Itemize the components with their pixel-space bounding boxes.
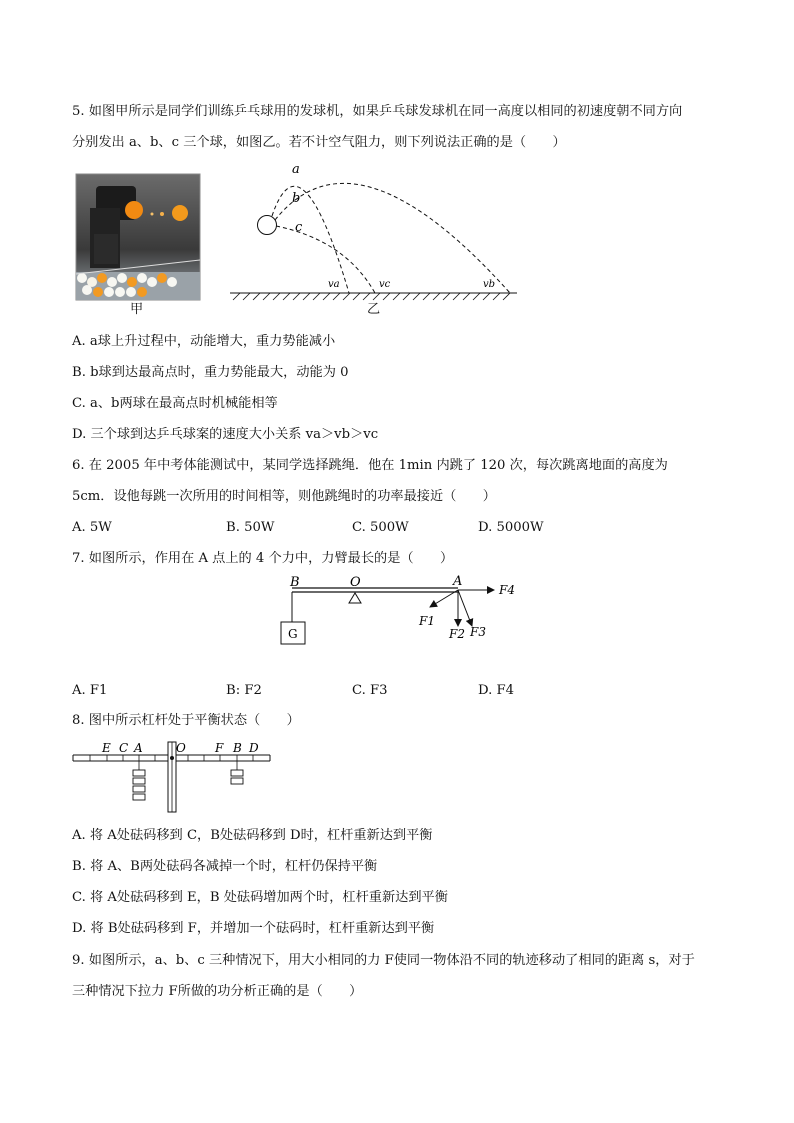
q9-stem-line1: 9. 如图所示，a、b、c 三种情况下，用大小相同的力 F使同一物体沿不同的轨迹移动了相同的距离 s，对于 bbox=[72, 953, 695, 968]
weight-a-2 bbox=[133, 778, 145, 784]
caption-jia: 甲 bbox=[130, 302, 144, 317]
q5-stem-line1: 5. 如图甲所示是同学们训练乒乓球用的发球机，如果乒乓球发球机在同一高度以相同的初速度朝不同方向 bbox=[72, 104, 683, 119]
q6-stem-line1: 6. 在 2005 年中考体能测试中，某同学选择跳绳．他在 1min 内跳了 120 次，每次跳离地面的高度为 bbox=[72, 458, 668, 473]
q6-option-b: B. 50W bbox=[226, 520, 275, 535]
weight-b-1 bbox=[231, 770, 243, 776]
label-c: C bbox=[119, 741, 129, 755]
caption-yi: 乙 bbox=[367, 302, 381, 317]
label-f3: F3 bbox=[470, 625, 486, 639]
label-vc: vc bbox=[379, 279, 391, 290]
q8-stem: 8. 图中所示杠杆处于平衡状态（ ） bbox=[72, 713, 300, 728]
label-g: G bbox=[288, 627, 298, 641]
label-a: A bbox=[453, 574, 463, 589]
label-e: E bbox=[102, 741, 111, 755]
q7-option-b: B: F2 bbox=[226, 683, 262, 698]
label-f1: F1 bbox=[419, 614, 435, 628]
q6-option-a: A. 5W bbox=[72, 520, 112, 535]
label-va: va bbox=[328, 279, 340, 290]
q5-stem-line2: 分别发出 a、b、c 三个球，如图乙。若不计空气阻力，则下列说法正确的是（ ） bbox=[72, 135, 566, 150]
label-vb: vb bbox=[483, 279, 496, 290]
q7-option-d: D. F4 bbox=[478, 683, 515, 698]
label-f4: F4 bbox=[499, 583, 515, 597]
q5-option-b: B. b球到达最高点时，重力势能最大，动能为 0 bbox=[72, 365, 349, 380]
q7-option-c: C. F3 bbox=[352, 683, 388, 698]
label-f2: F2 bbox=[449, 627, 465, 641]
q6-stem-line2: 5cm．设他每跳一次所用的时间相等，则他跳绳时的功率最接近（ ） bbox=[72, 489, 496, 504]
label-c: c bbox=[295, 220, 303, 235]
q7-stem: 7. 如图所示，作用在 A 点上的 4 个力中，力臂最长的是（ ） bbox=[72, 551, 454, 566]
label-b: B bbox=[290, 575, 300, 590]
weight-a-4 bbox=[133, 794, 145, 800]
label-d: D bbox=[249, 741, 259, 755]
label-b: B bbox=[233, 741, 242, 755]
label-o: O bbox=[176, 741, 186, 755]
weight-a-3 bbox=[133, 786, 145, 792]
fulcrum-triangle bbox=[349, 593, 361, 603]
q8-option-b: B. 将 A、B两处砝码各减掉一个时，杠杆仍保持平衡 bbox=[72, 859, 378, 874]
q5-option-c: C. a、b两球在最高点时机械能相等 bbox=[72, 396, 278, 411]
q6-option-c: C. 500W bbox=[352, 520, 409, 535]
label-b: b bbox=[292, 191, 301, 206]
q8-option-a: A. 将 A处砝码移到 C，B处砝码移到 D时，杠杆重新达到平衡 bbox=[72, 828, 433, 843]
trajectory-a bbox=[272, 186, 349, 293]
label-o: O bbox=[350, 575, 361, 590]
launcher-ball bbox=[258, 216, 277, 235]
label-a: A bbox=[134, 741, 143, 755]
q5-option-a: A. a球上升过程中，动能增大，重力势能减小 bbox=[72, 334, 336, 349]
q5-option-d: D. 三个球到达乒乓球案的速度大小关系 va＞vb＞vc bbox=[72, 427, 379, 442]
weight-a-1 bbox=[133, 770, 145, 776]
label-a: a bbox=[292, 162, 300, 177]
balance-lever-diagram bbox=[70, 738, 280, 816]
trajectory-c bbox=[276, 226, 375, 293]
q9-stem-line2: 三种情况下拉力 F所做的功分析正确的是（ ） bbox=[72, 984, 363, 999]
ball-machine-photo bbox=[76, 174, 200, 300]
q8-option-c: C. 将 A处砝码移到 E，B 处砝码增加两个时，杠杆重新达到平衡 bbox=[72, 890, 448, 905]
label-f: F bbox=[215, 741, 224, 755]
q7-option-a: A. F1 bbox=[72, 683, 108, 698]
q8-option-d: D. 将 B处砝码移到 F，并增加一个砝码时，杠杆重新达到平衡 bbox=[72, 921, 435, 936]
q6-option-d: D. 5000W bbox=[478, 520, 544, 535]
trajectory-b bbox=[275, 183, 510, 293]
weight-b-2 bbox=[231, 778, 243, 784]
trajectory-diagram bbox=[225, 160, 525, 310]
lever-force-diagram bbox=[275, 572, 525, 652]
